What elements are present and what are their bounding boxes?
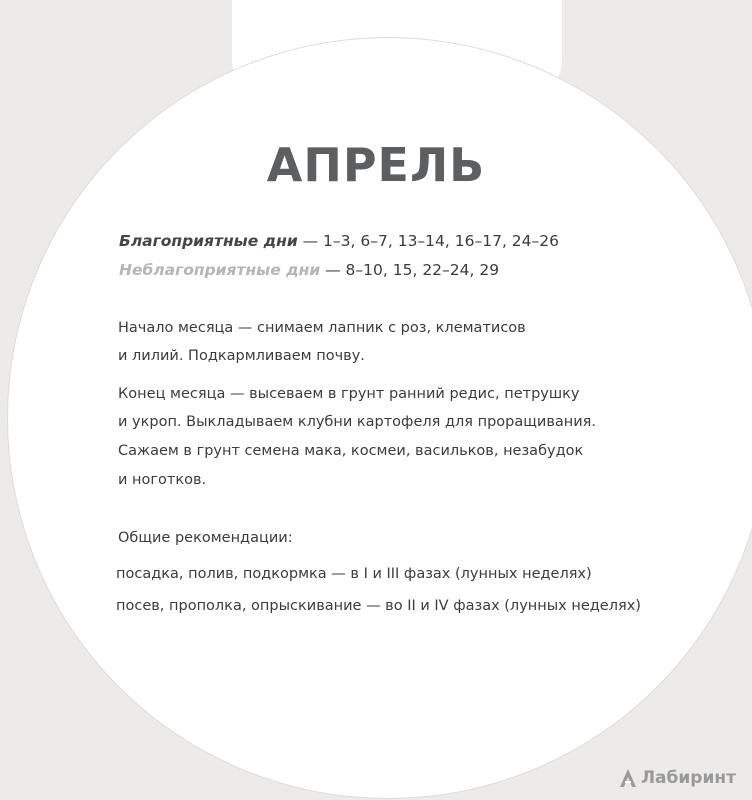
paragraph-line: Конец месяца — высеваем в грунт ранний редис, петрушку xyxy=(118,386,580,402)
favorable-days xyxy=(119,232,559,250)
recommendation-line: посадка, полив, подкормка — в I и III фазах (лунных неделях) xyxy=(116,566,592,582)
watermark-text: Лабиринт xyxy=(640,768,736,788)
paragraph-line: и ноготков. xyxy=(118,472,207,488)
paragraph-line: Начало месяца — снимаем лапник с роз, клематисов xyxy=(118,320,526,336)
unfavorable-days-label: Неблагоприятные дни xyxy=(119,261,321,279)
paragraph-line: и укроп. Выкладываем клубни картофеля для проращивания. xyxy=(118,414,596,430)
month-title: АПРЕЛЬ xyxy=(266,138,486,192)
watermark xyxy=(619,768,736,788)
paragraph-line: и лилий. Подкармливаем почву. xyxy=(118,348,365,364)
unfavorable-days-value: — 8–10, 15, 22–24, 29 xyxy=(320,261,500,279)
unfavorable-days xyxy=(119,261,499,279)
recommendations-heading: Общие рекомендации: xyxy=(118,530,293,546)
favorable-days-label: Благоприятные дни xyxy=(119,232,298,250)
favorable-days-value: — 1–3, 6–7, 13–14, 16–17, 24–26 xyxy=(297,232,560,250)
paragraph-line: Сажаем в грунт семена мака, космеи, васильков, незабудок xyxy=(118,443,584,459)
labyrinth-logo-icon xyxy=(619,768,637,788)
recommendation-line: посев, прополка, опрыскивание — во II и IV фазах (лунных неделях) xyxy=(116,598,641,614)
